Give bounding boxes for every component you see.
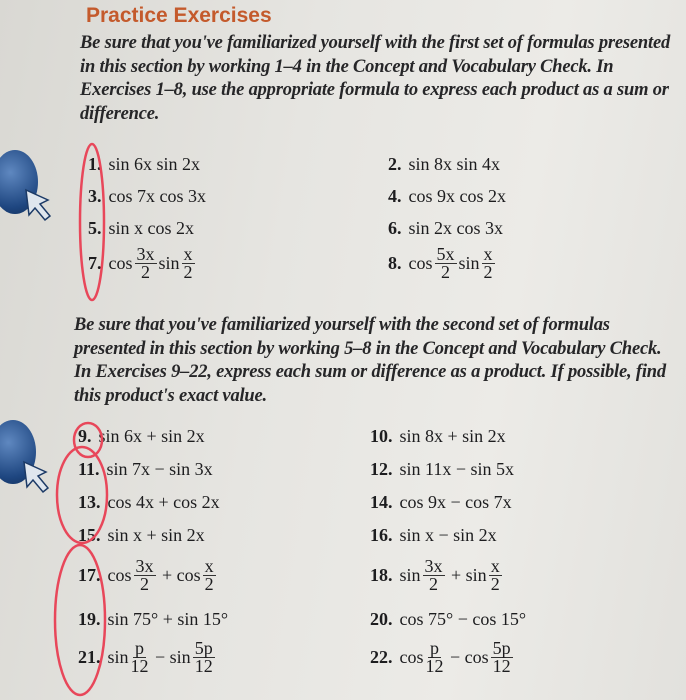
fraction <box>203 558 216 593</box>
fraction-numerator: 5p <box>194 638 213 658</box>
fraction-numerator: x <box>490 556 500 576</box>
expression-text: cos 75° − cos 15° <box>399 609 527 629</box>
exercise-number: 2. <box>388 154 402 174</box>
fraction <box>489 558 502 593</box>
exercise-item <box>78 640 217 675</box>
exercise-number: 14. <box>370 492 393 512</box>
expression-text: sin 6x + sin 2x <box>98 426 205 446</box>
exercise-item <box>88 186 206 207</box>
exercise-number: 20. <box>370 609 393 629</box>
section-title: Practice Exercises <box>86 4 272 27</box>
exercise-number: 7. <box>88 253 102 273</box>
exercise-number: 8. <box>388 253 402 273</box>
online-globe-icon[interactable] <box>0 420 36 484</box>
exercise-number: 22. <box>370 647 393 667</box>
exercise-item <box>78 558 218 593</box>
fraction-denominator: 2 <box>140 574 149 594</box>
expression-text: cos 9x − cos 7x <box>399 492 512 512</box>
expression-text: cos <box>399 647 424 667</box>
expression-text: cos 7x cos 3x <box>108 186 206 206</box>
exercise-item <box>370 558 504 593</box>
exercise-item <box>388 154 500 175</box>
exercise-item <box>78 492 220 513</box>
expression-text: cos 4x + cos 2x <box>107 492 220 512</box>
fraction-denominator: 12 <box>194 656 213 676</box>
exercise-item <box>370 492 512 513</box>
fraction-denominator: 2 <box>483 262 493 282</box>
fraction-numerator: x <box>183 244 193 264</box>
fraction <box>435 246 457 281</box>
exercise-item <box>370 609 526 630</box>
exercise-item <box>388 218 503 239</box>
fraction-denominator: 2 <box>183 262 193 282</box>
exercise-number: 5. <box>88 218 102 238</box>
exercise-item <box>88 218 194 239</box>
exercise-number: 9. <box>78 426 92 446</box>
expression-text: sin x − sin 2x <box>399 525 497 545</box>
instructions-sums: Be sure that you've familiarized yourself with the second set of formulas presented in this section by working 5–8 in the Concept and Vocabulary Check. In Exercises 9–22, express each sum or difference as a product. If possible, find this product's exact value. <box>74 315 666 406</box>
fraction-denominator: 12 <box>425 656 444 676</box>
fraction <box>491 640 513 675</box>
expression-text: sin 8x + sin 2x <box>399 426 506 446</box>
exercise-number: 16. <box>370 525 393 545</box>
exercise-number: 19. <box>78 609 101 629</box>
expression-text: sin <box>458 253 480 273</box>
exercise-item <box>370 640 515 675</box>
instructions-products: Be sure that you've familiarized yourself with the first set of formulas presented in this section by working 1–4 in the Concept and Vocabulary Check. In Exercises 1–8, use the appropriate formula to express each product as a sum or difference. <box>80 33 670 124</box>
fraction <box>193 640 215 675</box>
exercise-item <box>88 246 197 281</box>
fraction-denominator: 12 <box>492 656 511 676</box>
fraction <box>135 246 157 281</box>
exercise-item <box>78 609 228 630</box>
online-globe-icon[interactable] <box>0 150 38 214</box>
fraction <box>482 246 495 281</box>
exercise-number: 11. <box>78 459 100 479</box>
exercise-item <box>78 459 213 480</box>
exercise-item <box>388 186 506 207</box>
expression-text: sin 8x sin 4x <box>408 154 501 174</box>
fraction-denominator: 2 <box>204 574 214 594</box>
fraction-denominator: 2 <box>429 574 439 594</box>
fraction-denominator: 2 <box>141 262 150 282</box>
fraction <box>426 640 444 675</box>
fraction <box>134 558 156 593</box>
exercise-number: 13. <box>78 492 101 512</box>
exercise-number: 15. <box>78 525 101 545</box>
expression-text: sin 2x cos 3x <box>408 218 503 238</box>
fraction-numerator: p <box>430 638 439 658</box>
exercise-number: 4. <box>388 186 402 206</box>
expression-text: sin 6x sin 2x <box>108 154 201 174</box>
exercise-item <box>370 459 514 480</box>
expression-text: cos <box>107 565 132 585</box>
expression-text: + cos <box>157 565 201 585</box>
expression-text: − sin <box>150 647 191 667</box>
exercise-number: 18. <box>370 565 393 585</box>
fraction-numerator: x <box>483 244 493 264</box>
fraction <box>182 246 195 281</box>
expression-text: sin 7x − sin 3x <box>106 459 213 479</box>
exercise-number: 6. <box>388 218 402 238</box>
expression-text: cos <box>408 253 433 273</box>
expression-text: − cos <box>445 647 489 667</box>
fraction <box>131 640 149 675</box>
fraction-denominator: 2 <box>490 574 500 594</box>
exercise-number: 21. <box>78 647 101 667</box>
exercise-number: 12. <box>370 459 393 479</box>
fraction-denominator: 2 <box>441 262 450 282</box>
expression-text: sin <box>107 647 129 667</box>
expression-text: sin <box>158 253 180 273</box>
exercise-item <box>370 525 497 546</box>
expression-text: sin 75° + sin 15° <box>107 609 229 629</box>
fraction-denominator: 12 <box>130 656 149 676</box>
fraction <box>423 558 445 593</box>
exercise-number: 10. <box>370 426 393 446</box>
exercise-item <box>370 426 506 447</box>
fraction-numerator: 5x <box>436 244 455 264</box>
exercise-number: 3. <box>88 186 102 206</box>
exercise-item <box>388 246 497 281</box>
exercise-item <box>78 525 205 546</box>
expression-text: sin x + sin 2x <box>107 525 205 545</box>
expression-text: + sin <box>446 565 487 585</box>
exercise-number: 17. <box>78 565 101 585</box>
exercise-item <box>78 426 205 447</box>
fraction-numerator: 5p <box>492 638 511 658</box>
exercise-item <box>88 154 200 175</box>
expression-text: sin 11x − sin 5x <box>399 459 514 479</box>
fraction-numerator: 3x <box>424 556 443 576</box>
expression-text: cos 9x cos 2x <box>408 186 506 206</box>
expression-text: sin x cos 2x <box>108 218 194 238</box>
fraction-numerator: p <box>135 638 145 658</box>
fraction-numerator: 3x <box>135 556 154 576</box>
expression-text: sin <box>399 565 421 585</box>
expression-text: cos <box>108 253 133 273</box>
exercise-number: 1. <box>88 154 102 174</box>
fraction-numerator: x <box>204 556 214 576</box>
fraction-numerator: 3x <box>136 244 155 264</box>
